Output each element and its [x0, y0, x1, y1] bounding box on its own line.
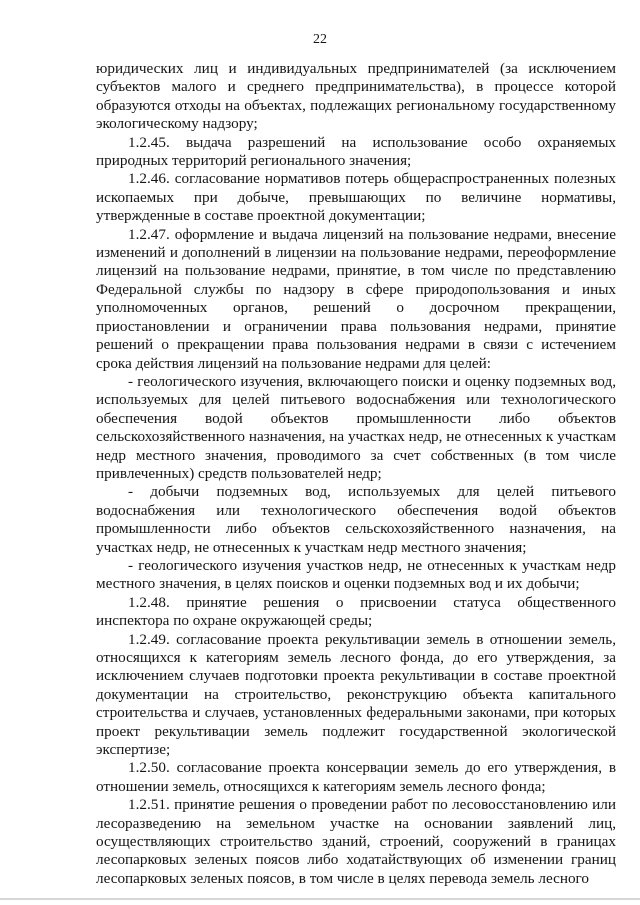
paragraph-1-2-51: 1.2.51. принятие решения о проведении работ по лесовосстановлению или лесоразведению на земельном участке на основании заявлений лиц, осуществляющих строительство зданий, строений, сооружений в границах лесопарковых зеленых поясов либо ходатайствующих об изменении границ лесопарковых зеленых поясов, в том числе в целях перевода земель лесного: [96, 796, 616, 887]
paragraph-1-2-50: 1.2.50. согласование проекта консервации земель до его утверждения, в отношении земель, относящихся к категориям земель лесного фонда;: [96, 759, 616, 795]
paragraph-1-2-47: 1.2.47. оформление и выдача лицензий на пользование недрами, внесение изменений и дополнений в лицензии на пользование недрами, переоформление лицензий на пользование недрами, принятие, в том числе по представлению Федеральной службы по надзору в сфере природопользования и иных уполномоченных органов, решений о досрочном прекращении, приостановлении и ограничении права пользования недрами, принятие решений о прекращении права пользования недрами в связи с истечением срока действия лицензий на пользование недрами для целей:: [96, 225, 616, 372]
list-item-geological-study-and-extraction: - геологического изучения участков недр, не отнесенных к участкам недр местного значения, в целях поисков и оценки подземных вод и их добычи;: [96, 556, 616, 593]
paragraph-1-2-46: 1.2.46. согласование нормативов потерь общераспространенных полезных ископаемых при добыче, превышающих по величине нормативы, утвержденные в составе проектной документации;: [96, 170, 616, 225]
paragraph-1-2-45: 1.2.45. выдача разрешений на использование особо охраняемых природных территорий регионального значения;: [96, 133, 616, 170]
paragraph-1-2-48: 1.2.48. принятие решения о присвоении статуса общественного инспектора по охране окружающей среды;: [96, 593, 616, 630]
page-number: 22: [313, 32, 327, 47]
list-item-geological-study: - геологического изучения, включающего поиски и оценку подземных вод, используемых для целей питьевого водоснабжения или технологического обеспечения водой объектов промышленности либо объектов сельскохозяйственного назначения, на участках недр, не отнесенных к участкам недр местного значения, проводимого за счет собственных (в том числе привлеченных) средств пользователей недр;: [96, 372, 616, 482]
paragraph-continuation: юридических лиц и индивидуальных предпринимателей (за исключением субъектов малого и среднего предпринимательства), в процессе которой образуются отходы на объектах, подлежащих региональному государственному экологическому надзору;: [96, 60, 616, 133]
scan-bottom-edge: [0, 898, 640, 900]
list-item-groundwater-extraction: - добычи подземных вод, используемых для целей питьевого водоснабжения или технологического обеспечения водой объектов промышленности либо объектов сельскохозяйственного назначения, на участках недр, не отнесенных к участкам недр местного значения;: [96, 483, 616, 556]
document-body: [96, 60, 616, 888]
paragraph-1-2-49: 1.2.49. согласование проекта рекультивации земель в отношении земель, относящихся к категориям земель лесного фонда, до его утверждения, за исключением случаев подготовки проекта рекультивации в составе проектной документации на строительство, реконструкцию объекта капитального строительства и случаев, установленных федеральными законами, при которых проект рекультивации земель подлежит государственной экологической экспертизе;: [96, 630, 616, 759]
